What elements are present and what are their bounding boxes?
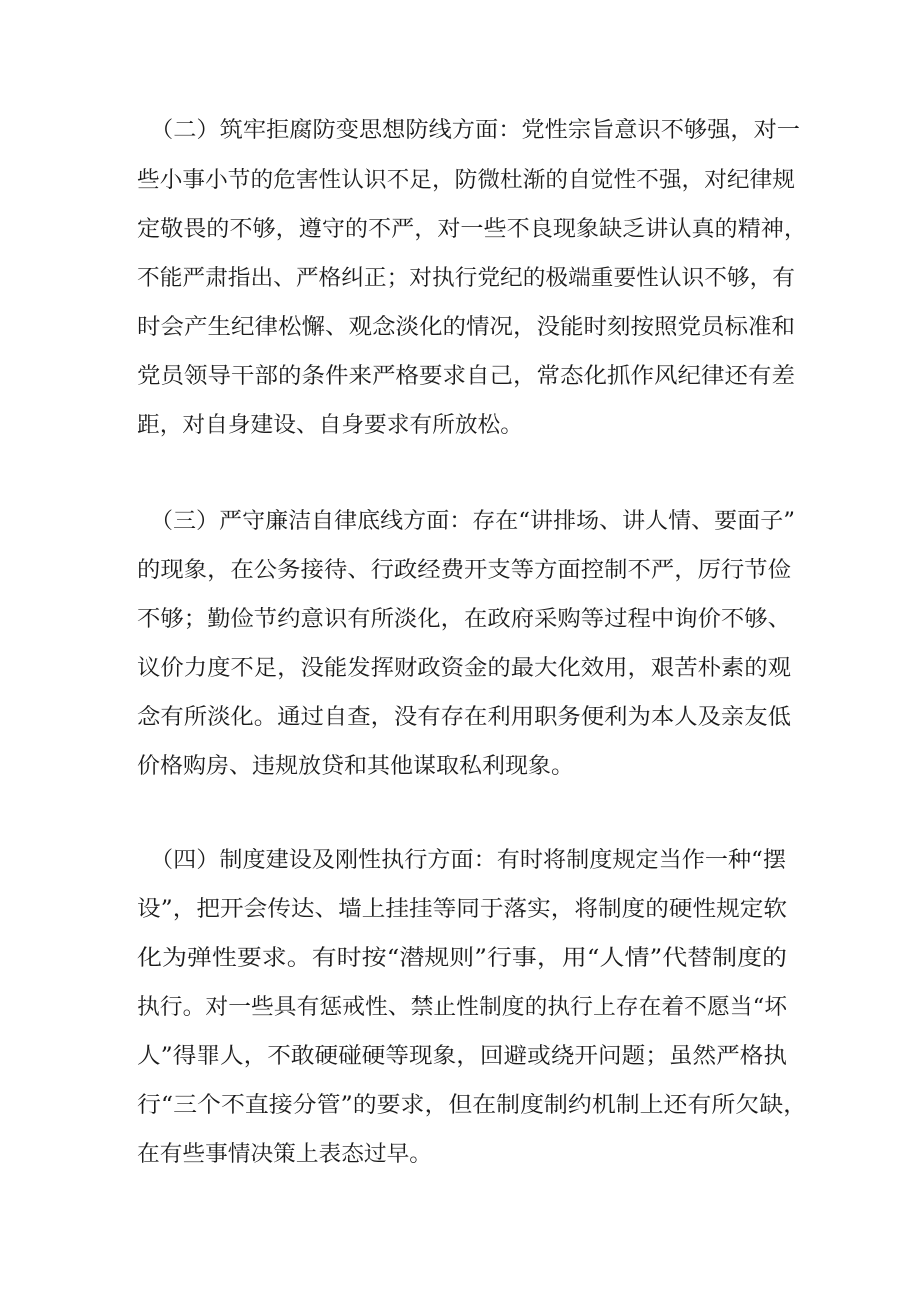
paragraph-3-line-3-text: 化为弹性要求。有时按“潜规则”行事，用“人情”代替制度的	[137, 946, 788, 971]
paragraph-2-line-6	[0, 747, 920, 787]
paragraph-1-line-3	[0, 210, 920, 250]
paragraph-3-line-7	[0, 1135, 920, 1175]
paragraph-3-line-4	[0, 988, 920, 1028]
paragraph-2-line-4-text: 议价力度不足，没能发挥财政资金的最大化效用，艰苦朴素的观	[137, 656, 792, 681]
paragraph-1-line-4-text: 不能严肃指出、严格纠正；对执行党纪的极端重要性认识不够，有	[137, 266, 795, 291]
paragraph-2-line-1	[0, 502, 920, 542]
paragraph-2-line-6-text: 价格购房、违规放贷和其他谋取私利现象。	[137, 754, 574, 779]
paragraph-2-line-2-text: 的现象，在公务接待、行政经费开支等方面控制不严，厉行节俭	[137, 558, 792, 583]
paragraph-3-line-7-text: 在有些事情决策上表态过早。	[137, 1142, 432, 1167]
paragraph-2-line-2	[0, 551, 920, 591]
paragraph-1-line-6-text: 党员领导干部的条件来严格要求自己，常态化抓作风纪律还有差	[137, 364, 796, 389]
paragraph-1-line-7	[0, 406, 920, 446]
paragraph-1-line-4	[0, 259, 920, 299]
paragraph-2-line-3	[0, 600, 920, 640]
paragraph-2-line-1-text: （三）严守廉洁自律底线方面：存在“讲排场、讲人情、要面子”	[150, 509, 795, 534]
paragraph-3-line-2-text: 设”，把开会传达、墙上挂挂等同于落实，将制度的硬性规定软	[137, 897, 787, 922]
paragraph-1-line-1	[0, 111, 920, 151]
paragraph-1-line-3-text: 定敬畏的不够，遵守的不严，对一些不良现象缺乏讲认真的精神，	[137, 217, 807, 242]
paragraph-3-line-5	[0, 1037, 920, 1077]
paragraph-3-line-3	[0, 939, 920, 979]
paragraph-3-line-6-text: 行“三个不直接分管”的要求，但在制度制约机制上还有所欠缺，	[137, 1093, 808, 1118]
paragraph-3-line-1	[0, 841, 920, 881]
paragraph-1-line-5	[0, 308, 920, 348]
paragraph-3-line-4-text: 执行。对一些具有惩戒性、禁止性制度的执行上存在着不愿当“坏	[137, 995, 788, 1020]
paragraph-3-line-6	[0, 1086, 920, 1126]
paragraph-1-line-6	[0, 357, 920, 397]
paragraph-1-line-7-text: 距，对自身建设、自身要求有所放松。	[137, 413, 523, 438]
paragraph-3-line-1-text: （四）制度建设及刚性执行方面：有时将制度规定当作一种“摆	[150, 848, 786, 873]
paragraph-1-line-2-text: 些小事小节的危害性认识不足，防微杜渐的自觉性不强，对纪律规	[137, 168, 795, 193]
paragraph-2-line-4	[0, 649, 920, 689]
paragraph-2-line-3-text: 不够；勤俭节约意识有所淡化，在政府采购等过程中询价不够、	[137, 607, 792, 632]
paragraph-2-line-5-text: 念有所淡化。通过自查，没有存在利用职务便利为本人及亲友低	[137, 705, 792, 730]
paragraph-3-line-2	[0, 890, 920, 930]
paragraph-3-line-5-text: 人”得罪人，不敢硬碰硬等现象，回避或绕开问题；虽然严格执	[137, 1044, 787, 1069]
paragraph-1-line-5-text: 时会产生纪律松懈、观念淡化的情况，没能时刻按照党员标准和	[137, 315, 796, 340]
paragraph-2-line-5	[0, 698, 920, 738]
paragraph-1-line-1-text: （二）筑牢拒腐防变思想防线方面：党性宗旨意识不够强，对一	[150, 118, 801, 143]
paragraph-1-line-2	[0, 161, 920, 201]
